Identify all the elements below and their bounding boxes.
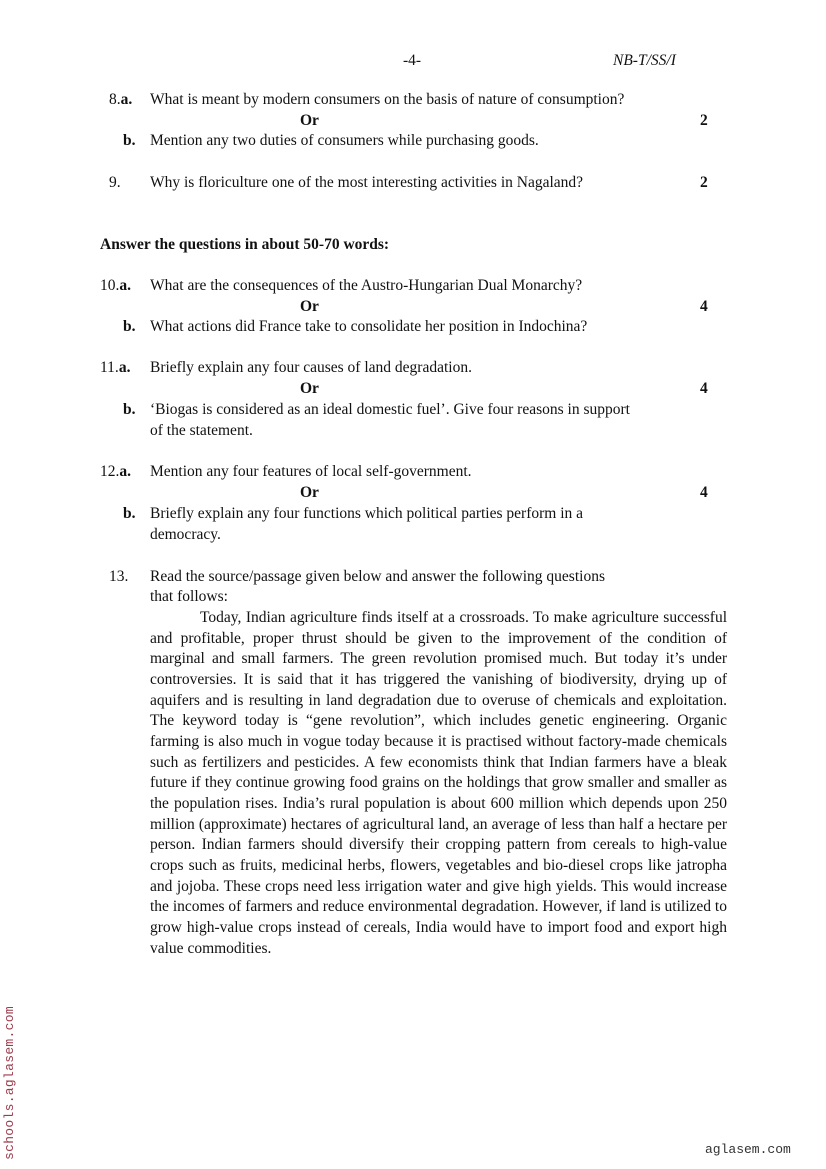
marks: 4 [700,380,708,397]
question-number: 12. [100,463,120,480]
option-b-text: What actions did France take to consolidate her position in Indochina? [150,318,588,335]
option-a-label: a. [119,277,131,294]
watermark-footer: aglasem.com [705,1142,791,1157]
instruction-line2: that follows: [150,588,228,605]
or-label: Or [300,112,319,129]
option-a-text: Mention any four features of local self-government. [150,463,472,480]
option-a-label: a. [119,463,131,480]
marks: 4 [700,484,708,501]
or-label: Or [300,484,319,501]
question-number: 8. [109,91,121,108]
page-number: -4- [403,52,422,69]
option-b-label: b. [123,401,136,418]
source-passage [150,608,727,959]
marks: 4 [700,298,708,315]
marks: 2 [700,112,708,129]
option-a-text: Briefly explain any four causes of land degradation. [150,359,472,376]
option-b-text-line2: democracy. [150,526,221,543]
option-b-label: b. [123,505,136,522]
option-a-label: a. [120,91,133,108]
section-heading: Answer the questions in about 50-70 words: [100,236,390,253]
question-number: 10. [100,277,120,294]
option-b-text: Mention any two duties of consumers while purchasing goods. [150,132,539,149]
marks: 2 [700,174,708,191]
option-a-text: What are the consequences of the Austro-Hungarian Dual Monarchy? [150,277,583,294]
option-b-text-line2: of the statement. [150,422,253,439]
or-label: Or [300,380,319,397]
or-label: Or [300,298,319,315]
question-number: 9. [109,174,121,191]
watermark-vertical: schools.aglasem.com [2,1006,17,1160]
option-a-text: What is meant by modern consumers on the basis of nature of consumption? [150,91,625,108]
paper-code: NB-T/SS/I [613,52,676,69]
option-b-text-line1: Briefly explain any four functions which political parties perform in a [150,505,584,522]
option-b-label: b. [123,132,136,149]
question-number: 11. [100,359,119,376]
instruction-line1: Read the source/passage given below and answer the following questions [150,568,605,585]
question-number: 13. [109,568,129,585]
passage-text: Today, Indian agriculture finds itself at a crossroads. To make agriculture successful and profitable, proper thrust should be given to the improvement of the condition of marginal and small farmers. The green revolution promised much. But today it’s under controversies. It is said that it has triggered the vanishing of biodiversity, drying up of aquifers and is resulting in land degradation due to overuse of chemicals and exploitation. The keyword today is “gene revolution”, which includes genetic engineering. Organic farming is also much in vogue today because it is practised without factory-made chemicals such as fertilizers and pesticides. A few economists think that Indian farmers have a bleak future if they continue growing food grains on the holdings that grow smaller and smaller as the population rises. India’s rural population is about 600 million which depends upon 250 million (approximate) hectares of agricultural land, an average of less than half a hectare per person. Indian farmers should diversify their cropping pattern from cereals to high-value crops such as fruits, medicinal herbs, flowers, vegetables and bio-diesel crops like jatropha and jojoba. These crops need less irrigation water and give high yields. This would increase the incomes of farmers and reduce environmental degradation. However, if land is utilized to grow high-value crops instead of cereals, India would have to import food and export high value commodities. [150,609,727,957]
question-text: Why is floriculture one of the most interesting activities in Nagaland? [150,174,584,191]
option-b-text-line1: ‘Biogas is considered as an ideal domestic fuel’. Give four reasons in support [150,401,630,418]
option-b-label: b. [123,318,136,335]
option-a-label: a. [118,359,131,376]
